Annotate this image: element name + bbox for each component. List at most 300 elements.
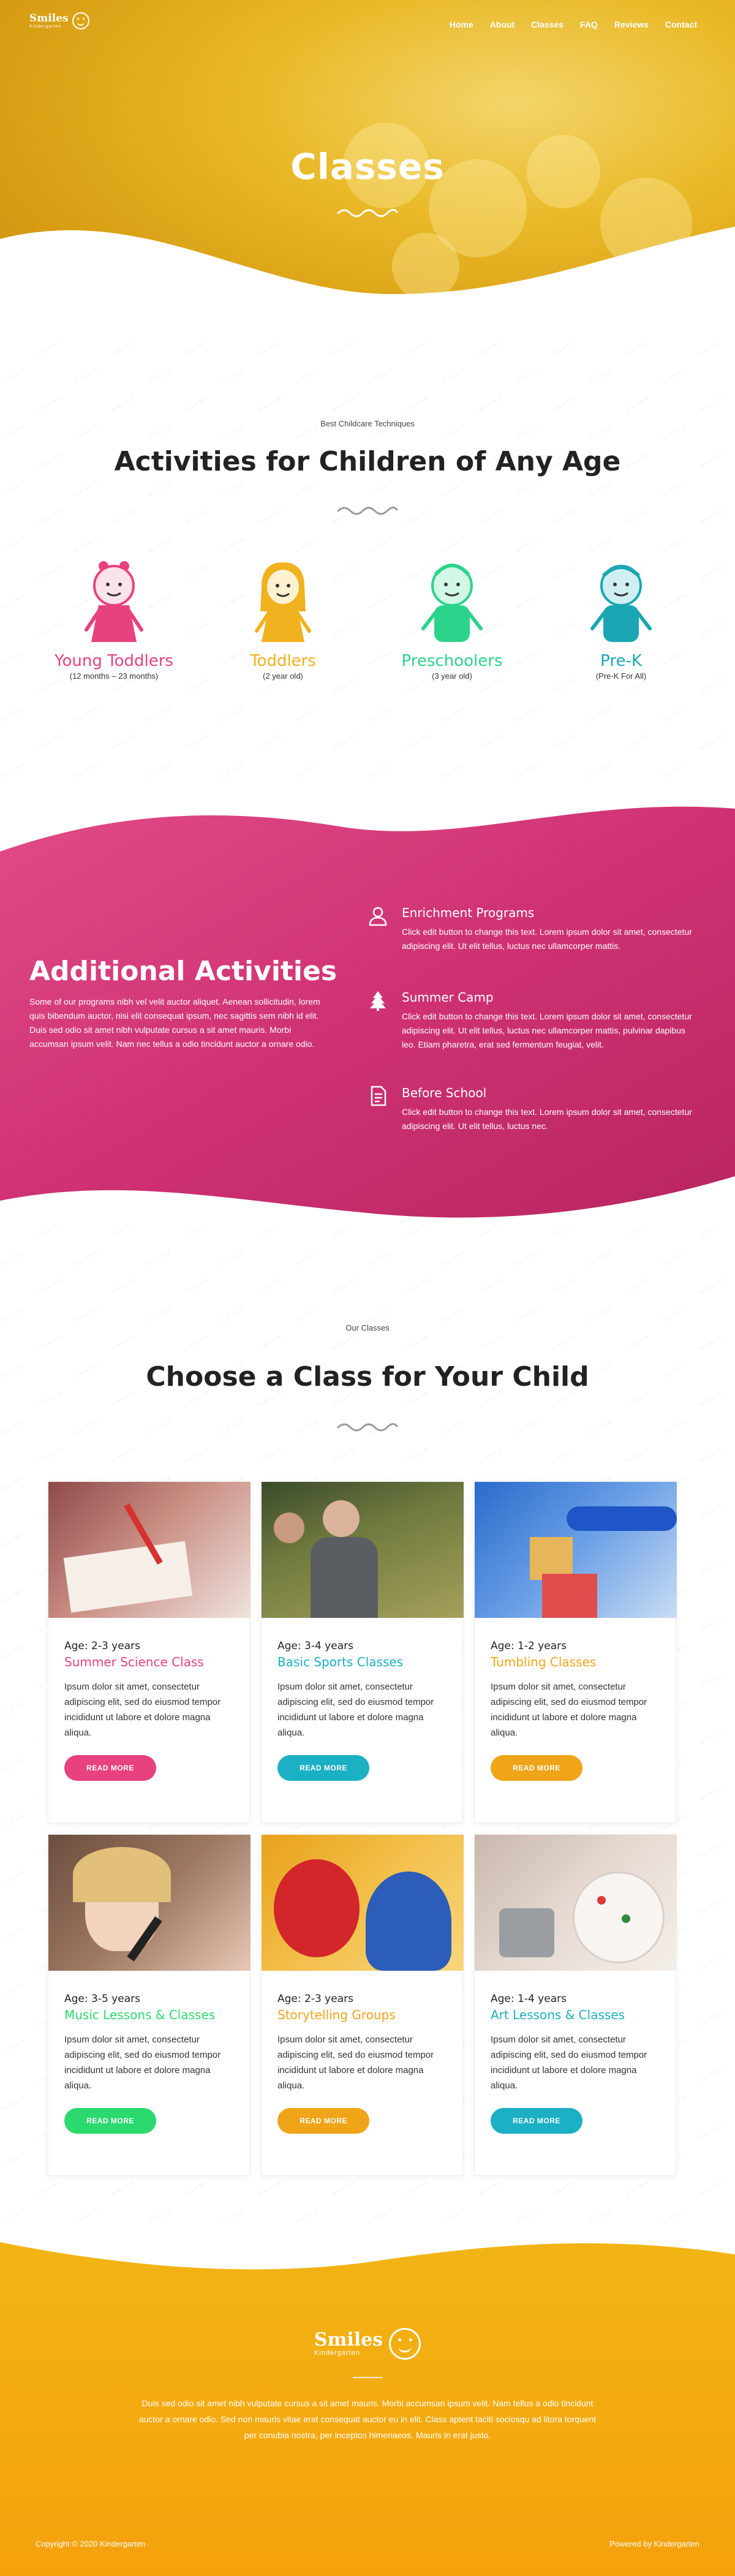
kid-preschooler-icon [418, 556, 486, 648]
age-group-toddlers [209, 556, 356, 681]
texture-mark [146, 760, 173, 780]
texture-mark [624, 506, 651, 527]
class-title[interactable]: Music Lessons & Classes [64, 2008, 216, 2022]
texture-mark [514, 1304, 541, 1324]
nav-about[interactable]: About [489, 20, 515, 29]
texture-mark [0, 2093, 27, 2113]
texture-mark [257, 731, 284, 752]
texture-mark [587, 760, 614, 780]
footer-logo[interactable] [0, 2328, 735, 2360]
texture-mark [698, 1670, 725, 1691]
texture-mark [367, 1247, 394, 1268]
nav-contact[interactable]: Contact [665, 20, 697, 29]
texture-mark [183, 675, 210, 696]
class-photo [262, 1482, 464, 1618]
texture-mark [257, 1332, 284, 1353]
nav-faq[interactable]: FAQ [580, 20, 598, 29]
texture-mark [183, 2177, 210, 2198]
texture-mark [110, 1445, 137, 1465]
texture-mark [514, 478, 541, 499]
texture-mark [110, 1332, 137, 1353]
paint-plate-shape [573, 1872, 665, 1963]
texture-mark [514, 760, 541, 780]
texture-mark [551, 731, 578, 752]
class-title[interactable]: Basic Sports Classes [277, 1655, 404, 1669]
paint-dot-shape [597, 1896, 606, 1905]
texture-mark [146, 1304, 173, 1324]
texture-mark [36, 506, 63, 527]
texture-mark [220, 2205, 247, 2226]
texture-mark [73, 703, 100, 724]
smiley-icon [389, 2328, 421, 2360]
kid-girl-icon [80, 556, 148, 648]
texture-mark [0, 534, 27, 555]
texture-mark [661, 1247, 688, 1268]
texture-mark [551, 1275, 578, 1296]
texture-mark [661, 478, 688, 499]
texture-mark [183, 1275, 210, 1296]
texture-mark [698, 731, 725, 752]
texture-mark [477, 1275, 504, 1296]
smiley-icon [72, 12, 89, 29]
texture-mark [330, 343, 357, 358]
texture-mark [36, 393, 63, 414]
texture-mark [183, 506, 210, 527]
class-age: Age: 1-2 years [491, 1640, 567, 1652]
texture-mark [698, 1895, 725, 1916]
texture-mark [110, 731, 137, 752]
nav-home[interactable]: Home [449, 20, 473, 29]
texture-mark [73, 2205, 100, 2226]
texture-mark [330, 1275, 357, 1296]
age-group-name: Preschoolers [401, 652, 503, 670]
texture-mark [293, 365, 320, 386]
texture-mark [698, 2064, 725, 2085]
texture-mark [367, 534, 394, 555]
texture-mark [183, 393, 210, 414]
texture-mark [146, 703, 173, 724]
age-group-young-toddlers [40, 556, 187, 681]
texture-mark [698, 1557, 725, 1578]
additional-activities-body: Some of our programs nibh vel velit auctor aliquet. Aenean sollicitudin, lorem quis bibendum auctor, nisi elit consequat ipsum, nec sagittis sem nibh id elit. Duis sed odio sit amet nibh vulputate cursus a sit amet mauris. Morbi accumsan ipsum velit. Nam nec tellus a odio tincidunt auctor a ornare odio. [29, 997, 320, 1049]
class-title[interactable]: Tumbling Classes [491, 1655, 597, 1669]
page-title: Classes [290, 146, 445, 187]
texture-mark [110, 506, 137, 527]
age-group-name: Young Toddlers [55, 652, 173, 670]
texture-mark [257, 1445, 284, 1465]
texture-mark [477, 731, 504, 752]
texture-mark [514, 1247, 541, 1268]
texture-mark [220, 760, 247, 780]
age-group-name: Pre-K [600, 652, 642, 670]
texture-mark [440, 1247, 467, 1268]
hero-wave [0, 202, 735, 343]
texture-mark [220, 1247, 247, 1268]
class-description: Ipsum dolor sit amet, consectetur adipiscing elit, sed do eiusmod tempor incididunt ut labore et dolore magna aliqua. [277, 2034, 434, 2091]
class-age: Age: 2-3 years [64, 1640, 140, 1652]
program-title: Enrichment Programs [402, 905, 535, 920]
texture-mark [698, 1839, 725, 1860]
texture-mark [514, 365, 541, 386]
classes-title: Choose a Class for Your Child [146, 1361, 589, 1392]
texture-mark [330, 2177, 357, 2198]
texture-mark [36, 1445, 63, 1465]
texture-mark [698, 2008, 725, 2029]
squiggle-icon [337, 504, 398, 516]
hair-shape [73, 1847, 171, 1902]
texture-mark [0, 1304, 27, 1324]
texture-mark [477, 343, 504, 358]
texture-mark [587, 534, 614, 555]
powered-by: Powered by Kindergarten [609, 2539, 699, 2548]
read-more-button[interactable]: READ MORE [64, 1755, 156, 1781]
texture-mark [73, 478, 100, 499]
footer-logo-text: Smiles [314, 2329, 383, 2351]
texture-mark [293, 534, 320, 555]
texture-mark [661, 1416, 688, 1437]
additional-activities-title: Additional Activities [29, 956, 337, 987]
texture-mark [661, 2205, 688, 2226]
texture-mark [477, 2177, 504, 2198]
class-age: Age: 3-4 years [277, 1640, 353, 1652]
kid-pre-k-icon [587, 556, 655, 648]
texture-mark [587, 365, 614, 386]
texture-mark [0, 365, 27, 386]
texture-mark [220, 703, 247, 724]
texture-mark [293, 703, 320, 724]
texture-mark [440, 2205, 467, 2226]
age-group-range: (Pre-K For All) [595, 671, 647, 681]
texture-mark [257, 1275, 284, 1296]
texture-mark [330, 1445, 357, 1465]
texture-mark [698, 1952, 725, 1973]
texture-mark [404, 1332, 431, 1353]
texture-mark [404, 343, 431, 358]
toy-block-shape [542, 1574, 597, 1618]
texture-mark [183, 1332, 210, 1353]
class-card-tumbling [474, 1481, 676, 1823]
texture-mark [661, 703, 688, 724]
texture-mark [0, 703, 27, 724]
texture-mark [183, 619, 210, 640]
texture-mark [183, 1445, 210, 1465]
logo-text: Smiles [29, 12, 69, 25]
texture-mark [698, 562, 725, 583]
activities-title: Activities for Children of Any Age [114, 446, 621, 477]
texture-mark [477, 393, 504, 414]
texture-mark [367, 2205, 394, 2226]
texture-mark [440, 365, 467, 386]
program-text: Click edit button to change this text. Lorem ipsum dolor sit amet, consectetur adipiscing elit. Ut elit tellus, luctus nec. [402, 1107, 692, 1131]
texture-mark [514, 2205, 541, 2226]
texture-mark [0, 1811, 27, 1832]
footer-logo-tagline: Kindergarten [314, 2349, 360, 2357]
texture-mark [220, 478, 247, 499]
texture-mark [514, 1416, 541, 1437]
texture-mark [698, 1275, 725, 1296]
class-description: Ipsum dolor sit amet, consectetur adipiscing elit, sed do eiusmod tempor incididunt ut labore et dolore magna aliqua. [277, 1682, 434, 1738]
program-title: Before School [402, 1086, 487, 1100]
class-photo [475, 1482, 677, 1618]
texture-mark [404, 2177, 431, 2198]
texture-mark [514, 703, 541, 724]
main-nav [450, 20, 697, 29]
texture-mark [146, 1247, 173, 1268]
child-head-shape [274, 1513, 304, 1543]
age-group-pre-k [548, 556, 695, 681]
texture-mark [0, 1698, 27, 1719]
texture-mark [0, 1867, 27, 1888]
texture-mark [367, 703, 394, 724]
texture-mark [587, 2205, 614, 2226]
texture-mark [440, 478, 467, 499]
texture-mark [624, 731, 651, 752]
texture-mark [698, 1445, 725, 1465]
age-group-range: (3 year old) [432, 671, 472, 681]
texture-mark [698, 1501, 725, 1522]
class-description: Ipsum dolor sit amet, consectetur adipiscing elit, sed do eiusmod tempor incididunt ut labore et dolore magna aliqua. [491, 1682, 647, 1738]
texture-mark [367, 478, 394, 499]
title-squiggle-icon [337, 206, 398, 218]
texture-mark [183, 562, 210, 583]
tree-icon [368, 990, 388, 1011]
texture-mark [698, 619, 725, 640]
texture-mark [477, 1332, 504, 1353]
class-age: Age: 3-5 years [64, 1993, 140, 2005]
texture-mark [698, 2121, 725, 2142]
texture-mark [220, 534, 247, 555]
texture-mark [698, 1614, 725, 1634]
texture-mark [183, 343, 210, 358]
read-more-button[interactable]: READ MORE [491, 2108, 582, 2134]
texture-mark [440, 1304, 467, 1324]
texture-mark [293, 760, 320, 780]
texture-mark [0, 1924, 27, 1944]
texture-mark [587, 1247, 614, 1268]
texture-mark [0, 2149, 27, 2170]
texture-mark [110, 343, 137, 358]
texture-mark [698, 506, 725, 527]
texture-mark [73, 760, 100, 780]
class-photo [48, 1482, 251, 1618]
class-card-art [474, 1834, 676, 2176]
texture-mark [624, 1275, 651, 1296]
texture-mark [698, 1783, 725, 1804]
texture-mark [257, 393, 284, 414]
texture-mark [0, 1642, 27, 1663]
texture-mark [0, 1980, 27, 2001]
texture-mark [514, 534, 541, 555]
texture-mark [367, 760, 394, 780]
texture-mark [0, 1247, 27, 1268]
nav-reviews[interactable]: Reviews [614, 20, 649, 29]
texture-mark [220, 1416, 247, 1437]
class-title[interactable]: Art Lessons & Classes [491, 2008, 625, 2022]
class-title[interactable]: Summer Science Class [64, 1655, 204, 1669]
texture-mark [587, 703, 614, 724]
program-title: Summer Camp [402, 990, 494, 1005]
class-photo [262, 1835, 464, 1971]
texture-mark [477, 1445, 504, 1465]
nav-classes[interactable]: Classes [531, 20, 564, 29]
texture-mark [0, 760, 27, 780]
texture-mark [0, 647, 27, 668]
copyright: Copyright © 2020 Kindergarten [36, 2539, 146, 2548]
texture-mark [698, 393, 725, 414]
texture-mark [146, 365, 173, 386]
texture-mark [624, 1332, 651, 1353]
squiggle-icon [337, 1420, 398, 1432]
spiderman-mask-shape [274, 1859, 360, 1957]
texture-mark [146, 1416, 173, 1437]
paint-dot-shape [622, 1914, 630, 1923]
texture-mark [404, 393, 431, 414]
texture-mark [698, 2177, 725, 2198]
texture-mark [698, 343, 725, 358]
texture-mark [36, 1332, 63, 1353]
texture-mark [330, 393, 357, 414]
texture-mark [0, 1473, 27, 1494]
texture-mark [551, 1332, 578, 1353]
texture-mark [587, 1416, 614, 1437]
texture-mark [440, 703, 467, 724]
texture-mark [73, 1416, 100, 1437]
read-more-button[interactable]: READ MORE [277, 1755, 369, 1781]
document-icon [368, 1086, 388, 1106]
texture-mark [587, 478, 614, 499]
footer-text: Duis sed odio sit amet nibh vulputate cursus a sit amet mauris. Morbi accumsan ipsum velit. Nam tellus a odio tincidunt auctor a ornare odio. Sed non mauris vitae erat consequat auctor eu in elit. Class aptent taciti sociosqu ad litora torquent per conubia nostra, per inceptos himenaeos. Mauris in erat justo. [138, 2398, 597, 2440]
texture-mark [0, 1416, 27, 1437]
class-card-summer-science [48, 1481, 250, 1823]
texture-mark [624, 2177, 651, 2198]
texture-mark [587, 1304, 614, 1324]
texture-mark [440, 760, 467, 780]
texture-mark [0, 2205, 27, 2226]
logo-tagline: Kindergarten [29, 24, 62, 29]
site-logo[interactable] [29, 12, 89, 29]
program-text: Click edit button to change this text. Lorem ipsum dolor sit amet, consectetur adipiscing elit. Ut elit tellus, luctus nec ullamcorper mattis. [402, 927, 692, 951]
texture-mark [293, 1416, 320, 1437]
texture-mark [146, 534, 173, 555]
program-text: Click edit button to change this text. Lorem ipsum dolor sit amet, consectetur adipiscing elit. Ut elit tellus, luctus nec ullamcorper mattis, pulvinar dapibus leo. Etiam pharetra, erat sed fermentum feugiat, velit. [402, 1011, 692, 1049]
texture-mark [146, 2205, 173, 2226]
texture-mark [551, 506, 578, 527]
person-icon [368, 905, 388, 926]
texture-mark [698, 675, 725, 696]
texture-mark [661, 760, 688, 780]
age-group-name: Toddlers [250, 652, 316, 670]
class-photo [475, 1835, 677, 1971]
texture-mark [698, 1726, 725, 1747]
texture-mark [36, 343, 63, 358]
texture-mark [257, 343, 284, 358]
texture-mark [257, 506, 284, 527]
texture-mark [220, 365, 247, 386]
paper-shape [64, 1541, 193, 1613]
texture-mark [404, 1275, 431, 1296]
texture-mark [551, 1445, 578, 1465]
read-more-button[interactable]: READ MORE [491, 1755, 582, 1781]
class-description: Ipsum dolor sit amet, consectetur adipiscing elit, sed do eiusmod tempor incididunt ut labore et dolore magna aliqua. [64, 2034, 221, 2091]
texture-mark [73, 365, 100, 386]
footer-divider [353, 2377, 382, 2378]
texture-mark [36, 731, 63, 752]
texture-mark [367, 365, 394, 386]
texture-mark [36, 1275, 63, 1296]
class-card-music [48, 1834, 250, 2176]
age-group-preschoolers [379, 556, 526, 681]
texture-mark [110, 393, 137, 414]
sleeve-shape [567, 1506, 677, 1531]
age-group-range: (2 year old) [263, 671, 303, 681]
activities-kicker: Best Childcare Techniques [320, 419, 415, 428]
texture-mark [661, 534, 688, 555]
texture-mark [404, 731, 431, 752]
texture-mark [257, 2177, 284, 2198]
paint-jar-shape [499, 1908, 554, 1957]
class-age: Age: 2-3 years [277, 1993, 353, 2005]
texture-mark [146, 478, 173, 499]
kid-toddler-icon [249, 556, 317, 648]
texture-mark [0, 1529, 27, 1550]
texture-mark [404, 506, 431, 527]
texture-mark [440, 1416, 467, 1437]
texture-mark [293, 1304, 320, 1324]
texture-mark [330, 1332, 357, 1353]
class-title[interactable]: Storytelling Groups [277, 2008, 396, 2022]
texture-mark [36, 2177, 63, 2198]
texture-mark [73, 1247, 100, 1268]
classes-kicker: Our Classes [345, 1323, 390, 1332]
texture-mark [440, 534, 467, 555]
texture-mark [551, 343, 578, 358]
texture-mark [551, 393, 578, 414]
texture-mark [624, 1445, 651, 1465]
texture-mark [698, 1332, 725, 1353]
texture-mark [0, 1754, 27, 1775]
texture-mark [293, 2205, 320, 2226]
age-group-range: (12 months – 23 months) [69, 671, 159, 681]
texture-mark [110, 1275, 137, 1296]
texture-mark [293, 1247, 320, 1268]
texture-mark [330, 731, 357, 752]
texture-mark [367, 1304, 394, 1324]
texture-mark [110, 2177, 137, 2198]
texture-mark [661, 365, 688, 386]
texture-mark [0, 478, 27, 499]
texture-mark [73, 1304, 100, 1324]
read-more-button[interactable]: READ MORE [277, 2108, 369, 2134]
texture-mark [624, 393, 651, 414]
child-body-shape [311, 1537, 378, 1618]
child-head-shape [323, 1500, 360, 1537]
texture-mark [73, 534, 100, 555]
texture-mark [477, 506, 504, 527]
texture-mark [661, 1304, 688, 1324]
texture-mark [293, 478, 320, 499]
texture-mark [624, 343, 651, 358]
texture-mark [404, 1445, 431, 1465]
read-more-button[interactable]: READ MORE [64, 2108, 156, 2134]
class-card-storytelling [261, 1834, 463, 2176]
class-description: Ipsum dolor sit amet, consectetur adipiscing elit, sed do eiusmod tempor incididunt ut labore et dolore magna aliqua. [64, 1682, 221, 1738]
texture-mark [0, 2036, 27, 2057]
class-age: Age: 1-4 years [491, 1993, 567, 2005]
class-description: Ipsum dolor sit amet, consectetur adipiscing elit, sed do eiusmod tempor incididunt ut labore et dolore magna aliqua. [491, 2034, 647, 2091]
texture-mark [0, 591, 27, 611]
texture-mark [220, 1304, 247, 1324]
texture-mark [551, 2177, 578, 2198]
